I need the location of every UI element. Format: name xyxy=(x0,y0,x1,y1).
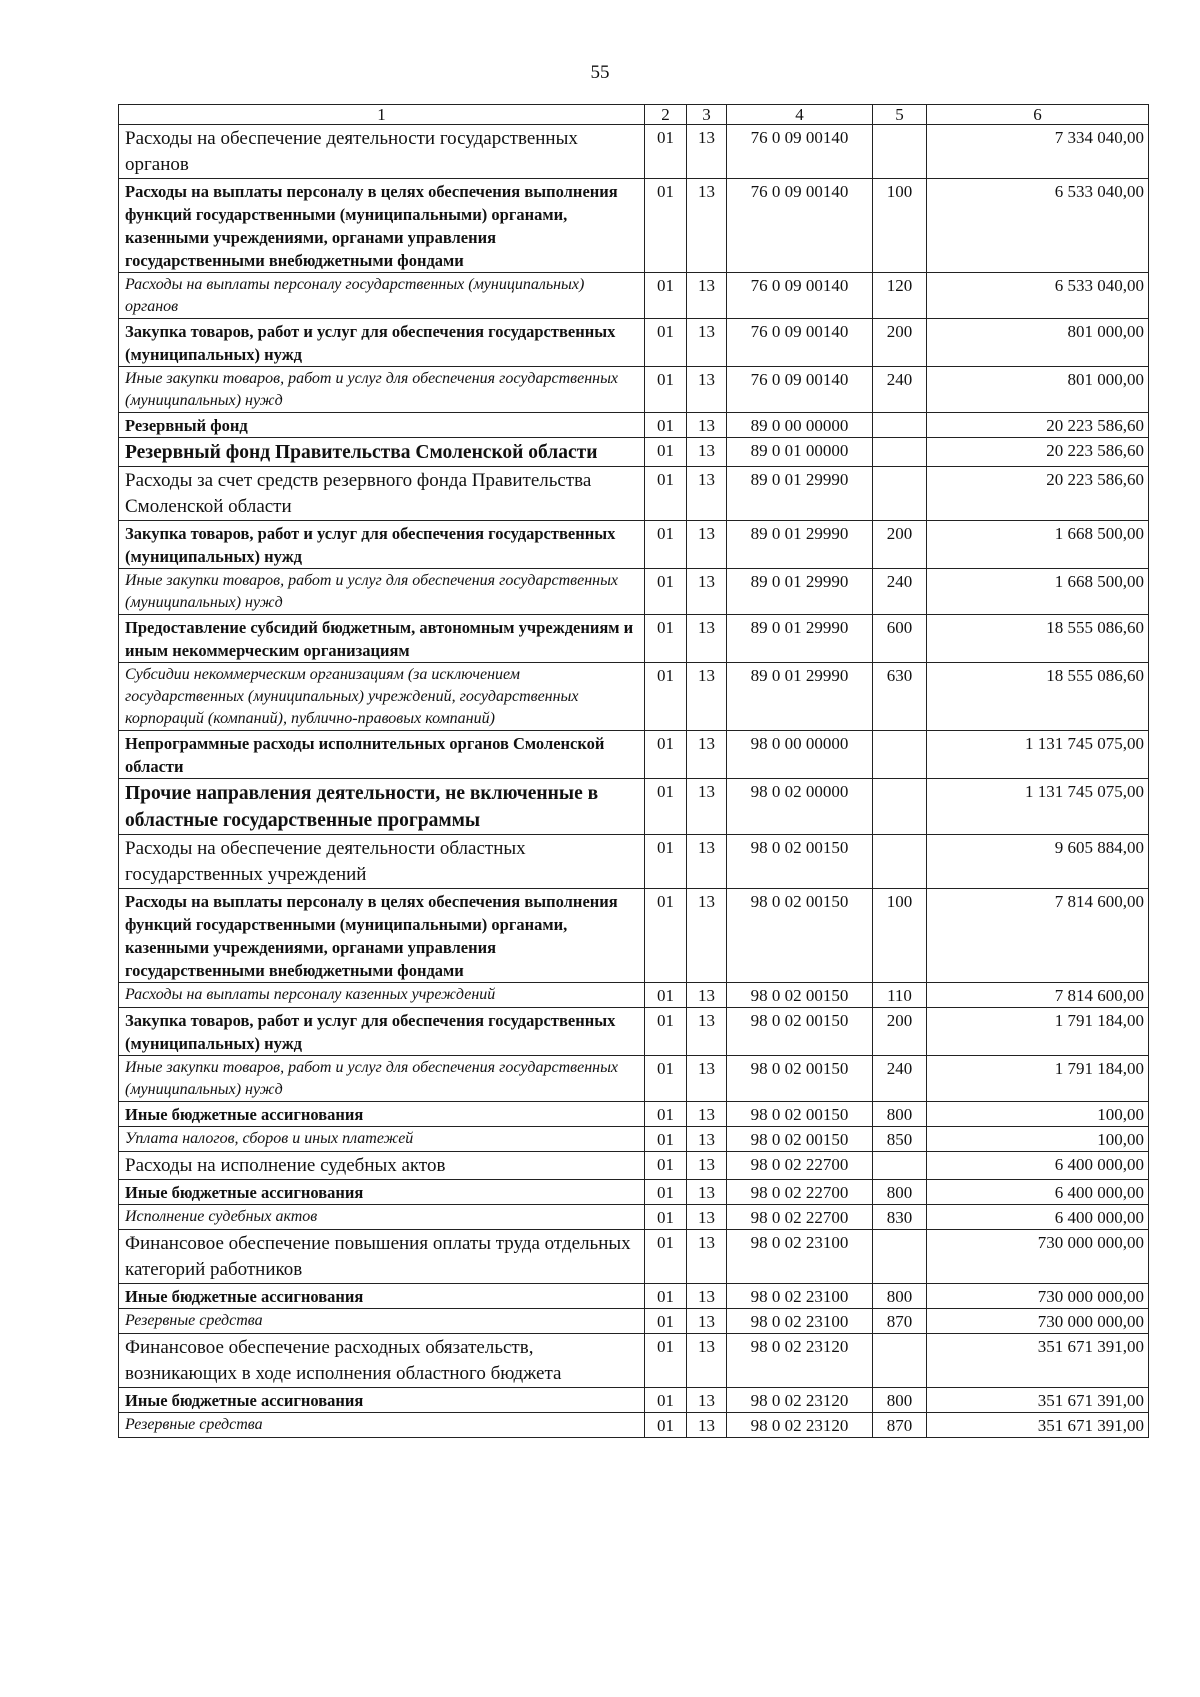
row-name: Резервный фонд xyxy=(119,413,645,438)
amount: 6 400 000,00 xyxy=(927,1152,1149,1180)
subsection-code: 13 xyxy=(687,1008,727,1056)
target-article-code: 98 0 02 00150 xyxy=(727,983,873,1008)
amount: 7 814 600,00 xyxy=(927,889,1149,983)
section-code: 01 xyxy=(645,125,687,179)
target-article-code: 98 0 00 00000 xyxy=(727,731,873,779)
amount: 9 605 884,00 xyxy=(927,835,1149,889)
subsection-code: 13 xyxy=(687,467,727,521)
row-name: Расходы на выплаты персоналу в целях обеспечения выполнения функций государственными (муниципальными) органами, казенными учреждениями, органами управления государственными внебюджетными фондами xyxy=(119,179,645,273)
table-row xyxy=(119,1152,1149,1180)
amount: 6 533 040,00 xyxy=(927,273,1149,319)
target-article-code: 89 0 00 00000 xyxy=(727,413,873,438)
section-code: 01 xyxy=(645,1230,687,1284)
section-code: 01 xyxy=(645,1127,687,1152)
subsection-code: 13 xyxy=(687,1284,727,1309)
table-row xyxy=(119,125,1149,179)
target-article-code: 98 0 02 23100 xyxy=(727,1284,873,1309)
table-row xyxy=(119,273,1149,319)
expense-type-code: 870 xyxy=(873,1413,927,1438)
target-article-code: 89 0 01 29990 xyxy=(727,663,873,731)
target-article-code: 98 0 02 23120 xyxy=(727,1334,873,1388)
target-article-code: 98 0 02 22700 xyxy=(727,1152,873,1180)
amount: 1 791 184,00 xyxy=(927,1056,1149,1102)
amount: 1 668 500,00 xyxy=(927,521,1149,569)
subsection-code: 13 xyxy=(687,367,727,413)
amount: 18 555 086,60 xyxy=(927,615,1149,663)
expense-type-code: 120 xyxy=(873,273,927,319)
table-row xyxy=(119,367,1149,413)
table-row xyxy=(119,319,1149,367)
section-code: 01 xyxy=(645,1309,687,1334)
expense-type-code xyxy=(873,1152,927,1180)
table-row xyxy=(119,663,1149,731)
target-article-code: 76 0 09 00140 xyxy=(727,273,873,319)
row-name: Расходы на обеспечение деятельности областных государственных учреждений xyxy=(119,835,645,889)
section-code: 01 xyxy=(645,731,687,779)
subsection-code: 13 xyxy=(687,569,727,615)
row-name: Иные бюджетные ассигнования xyxy=(119,1388,645,1413)
subsection-code: 13 xyxy=(687,1205,727,1230)
section-code: 01 xyxy=(645,889,687,983)
target-article-code: 98 0 02 00150 xyxy=(727,1102,873,1127)
amount: 18 555 086,60 xyxy=(927,663,1149,731)
target-article-code: 98 0 02 00150 xyxy=(727,1127,873,1152)
row-name: Резервные средства xyxy=(119,1413,645,1438)
table-row xyxy=(119,1334,1149,1388)
row-name: Субсидии некоммерческим организациям (за исключением государственных (муниципальных) учреждений, государственных корпораций (компаний), публично-правовых компаний) xyxy=(119,663,645,731)
row-name: Резервный фонд Правительства Смоленской области xyxy=(119,438,645,467)
amount: 351 671 391,00 xyxy=(927,1388,1149,1413)
table-row xyxy=(119,1127,1149,1152)
expense-type-code: 850 xyxy=(873,1127,927,1152)
target-article-code: 89 0 01 29990 xyxy=(727,569,873,615)
row-name: Расходы на выплаты персоналу государственных (муниципальных) органов xyxy=(119,273,645,319)
amount: 100,00 xyxy=(927,1127,1149,1152)
table-row xyxy=(119,413,1149,438)
row-name: Финансовое обеспечение расходных обязательств, возникающих в ходе исполнения областного бюджета xyxy=(119,1334,645,1388)
section-code: 01 xyxy=(645,615,687,663)
row-name: Предоставление субсидий бюджетным, автономным учреждениям и иным некоммерческим организациям xyxy=(119,615,645,663)
subsection-code: 13 xyxy=(687,273,727,319)
amount: 1 131 745 075,00 xyxy=(927,731,1149,779)
subsection-code: 13 xyxy=(687,438,727,467)
table-row xyxy=(119,438,1149,467)
row-name: Непрограммные расходы исполнительных органов Смоленской области xyxy=(119,731,645,779)
row-name: Резервные средства xyxy=(119,1309,645,1334)
target-article-code: 76 0 09 00140 xyxy=(727,125,873,179)
table-row xyxy=(119,1230,1149,1284)
expense-type-code: 200 xyxy=(873,521,927,569)
section-code: 01 xyxy=(645,1413,687,1438)
row-name: Иные закупки товаров, работ и услуг для обеспечения государственных (муниципальных) нужд xyxy=(119,367,645,413)
section-code: 01 xyxy=(645,1008,687,1056)
target-article-code: 76 0 09 00140 xyxy=(727,179,873,273)
table-row xyxy=(119,889,1149,983)
subsection-code: 13 xyxy=(687,1388,727,1413)
subsection-code: 13 xyxy=(687,1334,727,1388)
section-code: 01 xyxy=(645,1388,687,1413)
subsection-code: 13 xyxy=(687,731,727,779)
expense-type-code xyxy=(873,438,927,467)
page-number: 55 xyxy=(590,62,610,83)
target-article-code: 98 0 02 22700 xyxy=(727,1180,873,1205)
amount: 351 671 391,00 xyxy=(927,1334,1149,1388)
subsection-code: 13 xyxy=(687,1152,727,1180)
row-name: Расходы на выплаты персоналу казенных учреждений xyxy=(119,983,645,1008)
amount: 1 791 184,00 xyxy=(927,1008,1149,1056)
target-article-code: 98 0 02 23100 xyxy=(727,1309,873,1334)
section-code: 01 xyxy=(645,467,687,521)
table-row xyxy=(119,1056,1149,1102)
section-code: 01 xyxy=(645,779,687,835)
section-code: 01 xyxy=(645,367,687,413)
amount: 801 000,00 xyxy=(927,319,1149,367)
target-article-code: 89 0 01 00000 xyxy=(727,438,873,467)
amount: 7 814 600,00 xyxy=(927,983,1149,1008)
section-code: 01 xyxy=(645,413,687,438)
amount: 20 223 586,60 xyxy=(927,413,1149,438)
section-code: 01 xyxy=(645,1180,687,1205)
subsection-code: 13 xyxy=(687,779,727,835)
target-article-code: 98 0 02 23120 xyxy=(727,1413,873,1438)
row-name: Прочие направления деятельности, не включенные в областные государственные программы xyxy=(119,779,645,835)
target-article-code: 98 0 02 22700 xyxy=(727,1205,873,1230)
row-name: Расходы на обеспечение деятельности государственных органов xyxy=(119,125,645,179)
amount: 801 000,00 xyxy=(927,367,1149,413)
target-article-code: 98 0 02 23100 xyxy=(727,1230,873,1284)
row-name: Расходы за счет средств резервного фонда Правительства Смоленской области xyxy=(119,467,645,521)
section-code: 01 xyxy=(645,438,687,467)
table-row xyxy=(119,1309,1149,1334)
amount: 100,00 xyxy=(927,1102,1149,1127)
subsection-code: 13 xyxy=(687,413,727,438)
subsection-code: 13 xyxy=(687,1180,727,1205)
expense-type-code: 630 xyxy=(873,663,927,731)
target-article-code: 76 0 09 00140 xyxy=(727,367,873,413)
expense-type-code: 110 xyxy=(873,983,927,1008)
table-row xyxy=(119,731,1149,779)
expense-type-code: 800 xyxy=(873,1102,927,1127)
header-col-1: 1 xyxy=(119,105,645,125)
row-name: Иные закупки товаров, работ и услуг для обеспечения государственных (муниципальных) нужд xyxy=(119,1056,645,1102)
subsection-code: 13 xyxy=(687,835,727,889)
expense-type-code: 100 xyxy=(873,179,927,273)
section-code: 01 xyxy=(645,569,687,615)
header-col-4: 4 xyxy=(727,105,873,125)
expense-type-code xyxy=(873,1334,927,1388)
amount: 730 000 000,00 xyxy=(927,1230,1149,1284)
section-code: 01 xyxy=(645,179,687,273)
section-code: 01 xyxy=(645,1205,687,1230)
subsection-code: 13 xyxy=(687,889,727,983)
table-row xyxy=(119,1008,1149,1056)
header-col-3: 3 xyxy=(687,105,727,125)
amount: 20 223 586,60 xyxy=(927,467,1149,521)
expense-type-code: 870 xyxy=(873,1309,927,1334)
row-name: Закупка товаров, работ и услуг для обеспечения государственных (муниципальных) нужд xyxy=(119,319,645,367)
expense-type-code: 240 xyxy=(873,367,927,413)
row-name: Иные бюджетные ассигнования xyxy=(119,1102,645,1127)
subsection-code: 13 xyxy=(687,1056,727,1102)
amount: 1 131 745 075,00 xyxy=(927,779,1149,835)
amount: 1 668 500,00 xyxy=(927,569,1149,615)
row-name: Закупка товаров, работ и услуг для обеспечения государственных (муниципальных) нужд xyxy=(119,1008,645,1056)
expense-type-code: 200 xyxy=(873,1008,927,1056)
row-name: Иные бюджетные ассигнования xyxy=(119,1180,645,1205)
amount: 6 400 000,00 xyxy=(927,1205,1149,1230)
subsection-code: 13 xyxy=(687,125,727,179)
table-row xyxy=(119,779,1149,835)
table-row xyxy=(119,1102,1149,1127)
section-code: 01 xyxy=(645,1056,687,1102)
table-row xyxy=(119,1413,1149,1438)
subsection-code: 13 xyxy=(687,1127,727,1152)
row-name: Иные закупки товаров, работ и услуг для обеспечения государственных (муниципальных) нужд xyxy=(119,569,645,615)
expense-type-code: 830 xyxy=(873,1205,927,1230)
section-code: 01 xyxy=(645,319,687,367)
table-row xyxy=(119,467,1149,521)
table-row xyxy=(119,1205,1149,1230)
amount: 6 533 040,00 xyxy=(927,179,1149,273)
expense-type-code xyxy=(873,413,927,438)
target-article-code: 98 0 02 00150 xyxy=(727,889,873,983)
table-row xyxy=(119,615,1149,663)
subsection-code: 13 xyxy=(687,1309,727,1334)
subsection-code: 13 xyxy=(687,1102,727,1127)
table-row xyxy=(119,179,1149,273)
subsection-code: 13 xyxy=(687,319,727,367)
header-col-5: 5 xyxy=(873,105,927,125)
section-code: 01 xyxy=(645,1334,687,1388)
row-name: Закупка товаров, работ и услуг для обеспечения государственных (муниципальных) нужд xyxy=(119,521,645,569)
subsection-code: 13 xyxy=(687,1413,727,1438)
target-article-code: 98 0 02 00150 xyxy=(727,1008,873,1056)
header-col-2: 2 xyxy=(645,105,687,125)
expense-type-code: 200 xyxy=(873,319,927,367)
row-name: Иные бюджетные ассигнования xyxy=(119,1284,645,1309)
subsection-code: 13 xyxy=(687,663,727,731)
amount: 351 671 391,00 xyxy=(927,1413,1149,1438)
target-article-code: 98 0 02 23120 xyxy=(727,1388,873,1413)
row-name: Расходы на выплаты персоналу в целях обеспечения выполнения функций государственными (муниципальными) органами, казенными учреждениями, органами управления государственными внебюджетными фондами xyxy=(119,889,645,983)
section-code: 01 xyxy=(645,1102,687,1127)
expense-type-code xyxy=(873,835,927,889)
expense-type-code xyxy=(873,467,927,521)
table-row xyxy=(119,521,1149,569)
table-row xyxy=(119,1180,1149,1205)
table-row xyxy=(119,835,1149,889)
row-name: Финансовое обеспечение повышения оплаты труда отдельных категорий работников xyxy=(119,1230,645,1284)
subsection-code: 13 xyxy=(687,521,727,569)
expense-type-code xyxy=(873,125,927,179)
row-name: Исполнение судебных актов xyxy=(119,1205,645,1230)
header-row xyxy=(119,105,1149,125)
target-article-code: 76 0 09 00140 xyxy=(727,319,873,367)
amount: 7 334 040,00 xyxy=(927,125,1149,179)
target-article-code: 89 0 01 29990 xyxy=(727,521,873,569)
amount: 20 223 586,60 xyxy=(927,438,1149,467)
budget-table-body xyxy=(119,105,1149,1438)
table-row xyxy=(119,983,1149,1008)
section-code: 01 xyxy=(645,663,687,731)
expense-type-code xyxy=(873,731,927,779)
section-code: 01 xyxy=(645,1284,687,1309)
expense-type-code: 240 xyxy=(873,569,927,615)
target-article-code: 98 0 02 00150 xyxy=(727,835,873,889)
row-name: Расходы на исполнение судебных актов xyxy=(119,1152,645,1180)
expense-type-code: 800 xyxy=(873,1284,927,1309)
budget-table xyxy=(118,104,1149,1438)
table-row xyxy=(119,1284,1149,1309)
amount: 6 400 000,00 xyxy=(927,1180,1149,1205)
expense-type-code xyxy=(873,1230,927,1284)
section-code: 01 xyxy=(645,273,687,319)
expense-type-code xyxy=(873,779,927,835)
section-code: 01 xyxy=(645,983,687,1008)
target-article-code: 98 0 02 00000 xyxy=(727,779,873,835)
expense-type-code: 800 xyxy=(873,1180,927,1205)
expense-type-code: 240 xyxy=(873,1056,927,1102)
target-article-code: 89 0 01 29990 xyxy=(727,615,873,663)
target-article-code: 98 0 02 00150 xyxy=(727,1056,873,1102)
section-code: 01 xyxy=(645,521,687,569)
table-row xyxy=(119,1388,1149,1413)
section-code: 01 xyxy=(645,835,687,889)
target-article-code: 89 0 01 29990 xyxy=(727,467,873,521)
row-name: Уплата налогов, сборов и иных платежей xyxy=(119,1127,645,1152)
amount: 730 000 000,00 xyxy=(927,1284,1149,1309)
expense-type-code: 600 xyxy=(873,615,927,663)
subsection-code: 13 xyxy=(687,179,727,273)
subsection-code: 13 xyxy=(687,983,727,1008)
expense-type-code: 100 xyxy=(873,889,927,983)
subsection-code: 13 xyxy=(687,1230,727,1284)
table-row xyxy=(119,569,1149,615)
amount: 730 000 000,00 xyxy=(927,1309,1149,1334)
header-col-6: 6 xyxy=(927,105,1149,125)
section-code: 01 xyxy=(645,1152,687,1180)
expense-type-code: 800 xyxy=(873,1388,927,1413)
subsection-code: 13 xyxy=(687,615,727,663)
